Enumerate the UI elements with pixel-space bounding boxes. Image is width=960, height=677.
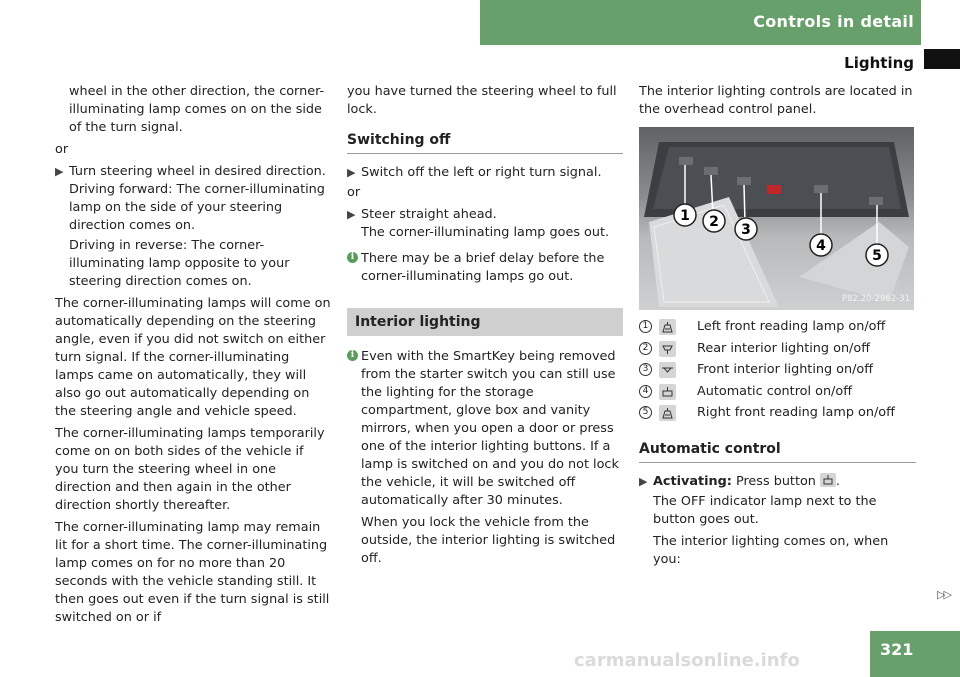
reading-lamp-right-icon — [659, 405, 676, 421]
column-right — [639, 83, 916, 573]
callout-marker — [810, 234, 832, 256]
overhead-panel-illustration — [639, 127, 914, 310]
svg-text:2: 2 — [709, 214, 719, 230]
legend-item — [639, 318, 916, 340]
svg-text:1: 1 — [680, 208, 690, 224]
info-icon: i — [347, 252, 358, 263]
legend-number: 5 — [639, 406, 652, 419]
heading-automatic-control: Automatic control — [639, 440, 916, 463]
info-note: i There may be a brief delay before the corner-illuminating lamps go out. — [347, 250, 623, 286]
or-text: or — [347, 185, 361, 200]
callout-marker — [703, 210, 725, 232]
paragraph: The corner-illuminating lamps temporarily come on on both sides of the vehicle if you turn the steering wheel in one direction and then again in the other direction shortly thereafter. — [55, 426, 325, 513]
automatic-control-icon — [820, 473, 836, 487]
svg-text:4: 4 — [816, 238, 826, 254]
instruction-detail: Driving in reverse: The corner-illuminating lamp opposite to your steering direction comes on. — [69, 238, 290, 289]
svg-text:5: 5 — [872, 248, 882, 264]
automatic-control-icon — [659, 384, 676, 400]
instruction-step: ▶ Steer straight ahead. The corner-illuminating lamp goes out. — [347, 207, 610, 240]
arrow-bullet-icon: ▶ — [55, 165, 64, 178]
instruction-detail: The OFF indicator lamp next to the button goes out. — [653, 493, 877, 527]
legend-number: 3 — [639, 363, 652, 376]
legend-number: 4 — [639, 385, 652, 398]
legend-number: 1 — [639, 320, 652, 333]
info-note: i Even with the SmartKey being removed from the starter switch you can still use the lighting for the storage compartment, glove box and vanity mirrors, when you open a door or press one of the interior lighting buttons. If a lamp is switched on and you do not lock the vehicle, it will be switched off automatically after 30 minutes. — [347, 348, 623, 510]
info-icon: i — [347, 350, 358, 361]
info-detail: When you lock the vehicle from the outside, the interior lighting is switched off. — [361, 515, 616, 566]
legend-text: Rear interior lighting on/off — [697, 340, 871, 356]
paragraph: The corner-illuminating lamp may remain lit for a short time. The corner-illuminating lamp comes on for no more than 20 seconds with the vehicle standing still. It then goes out even if the turn signal is still switched on or if — [55, 520, 330, 625]
legend-item — [639, 404, 916, 426]
legend-text: Front interior lighting on/off — [697, 362, 874, 377]
paragraph: you have turned the steering wheel to full lock. — [347, 84, 617, 117]
legend-text: Left front reading lamp on/off — [697, 319, 886, 334]
paragraph: wheel in the other direction, the corner-illuminating lamp comes on on the side of the turn signal. — [69, 84, 325, 135]
heading-interior-lighting: Interior lighting — [347, 308, 623, 336]
arrow-bullet-icon: ▶ — [347, 208, 356, 221]
arrow-bullet-icon: ▶ — [347, 166, 356, 179]
callout-marker — [735, 218, 757, 240]
svg-text:3: 3 — [741, 222, 751, 238]
header-tab-marker — [924, 49, 960, 69]
legend-item — [639, 340, 916, 362]
watermark: carmanualsonline.info — [574, 650, 800, 671]
callout-marker — [866, 244, 888, 266]
next-page-arrow-icon[interactable]: ▷▷ — [937, 588, 950, 601]
legend-text: Right front reading lamp on/off — [697, 405, 895, 420]
subsection-title: Lighting — [844, 54, 914, 72]
heading-switching-off: Switching off — [347, 131, 623, 154]
callout-marker — [674, 204, 696, 226]
page-number: 321 — [880, 640, 914, 659]
paragraph: The interior lighting controls are located in the overhead control panel. — [639, 84, 913, 117]
instruction-step: ▶ Turn steering wheel in desired direction. Driving forward: The corner-illuminating lamp on the side of your steering direction comes on. — [55, 164, 326, 233]
section-title: Controls in detail — [753, 12, 914, 31]
legend-item — [639, 383, 916, 405]
instruction-step: ▶ Switch off the left or right turn signal. — [347, 165, 602, 180]
legend-item — [639, 361, 916, 383]
overhead-control-panel-photo — [639, 127, 914, 310]
legend-text: Automatic control on/off — [697, 383, 853, 399]
paragraph: The corner-illuminating lamps will come on automatically depending on the steering angle, even if you did not switch on either turn signal. If the corner-illuminating lamps came on automatically, they will also go out automatically depending on the steering angle and vehicle speed. — [55, 296, 331, 419]
column-left — [55, 83, 331, 631]
column-middle — [347, 83, 623, 572]
legend-number: 2 — [639, 342, 652, 355]
reading-lamp-left-icon — [659, 319, 676, 335]
instruction-step: ▶ Activating: Press button . — [639, 473, 840, 489]
front-interior-light-icon — [659, 362, 676, 378]
photo-reference-code: P82.20-2962-31 — [841, 294, 910, 304]
rear-interior-light-icon — [659, 341, 676, 357]
instruction-detail: The interior lighting comes on, when you: — [653, 533, 889, 567]
or-text: or — [55, 142, 69, 157]
arrow-bullet-icon: ▶ — [639, 474, 648, 488]
